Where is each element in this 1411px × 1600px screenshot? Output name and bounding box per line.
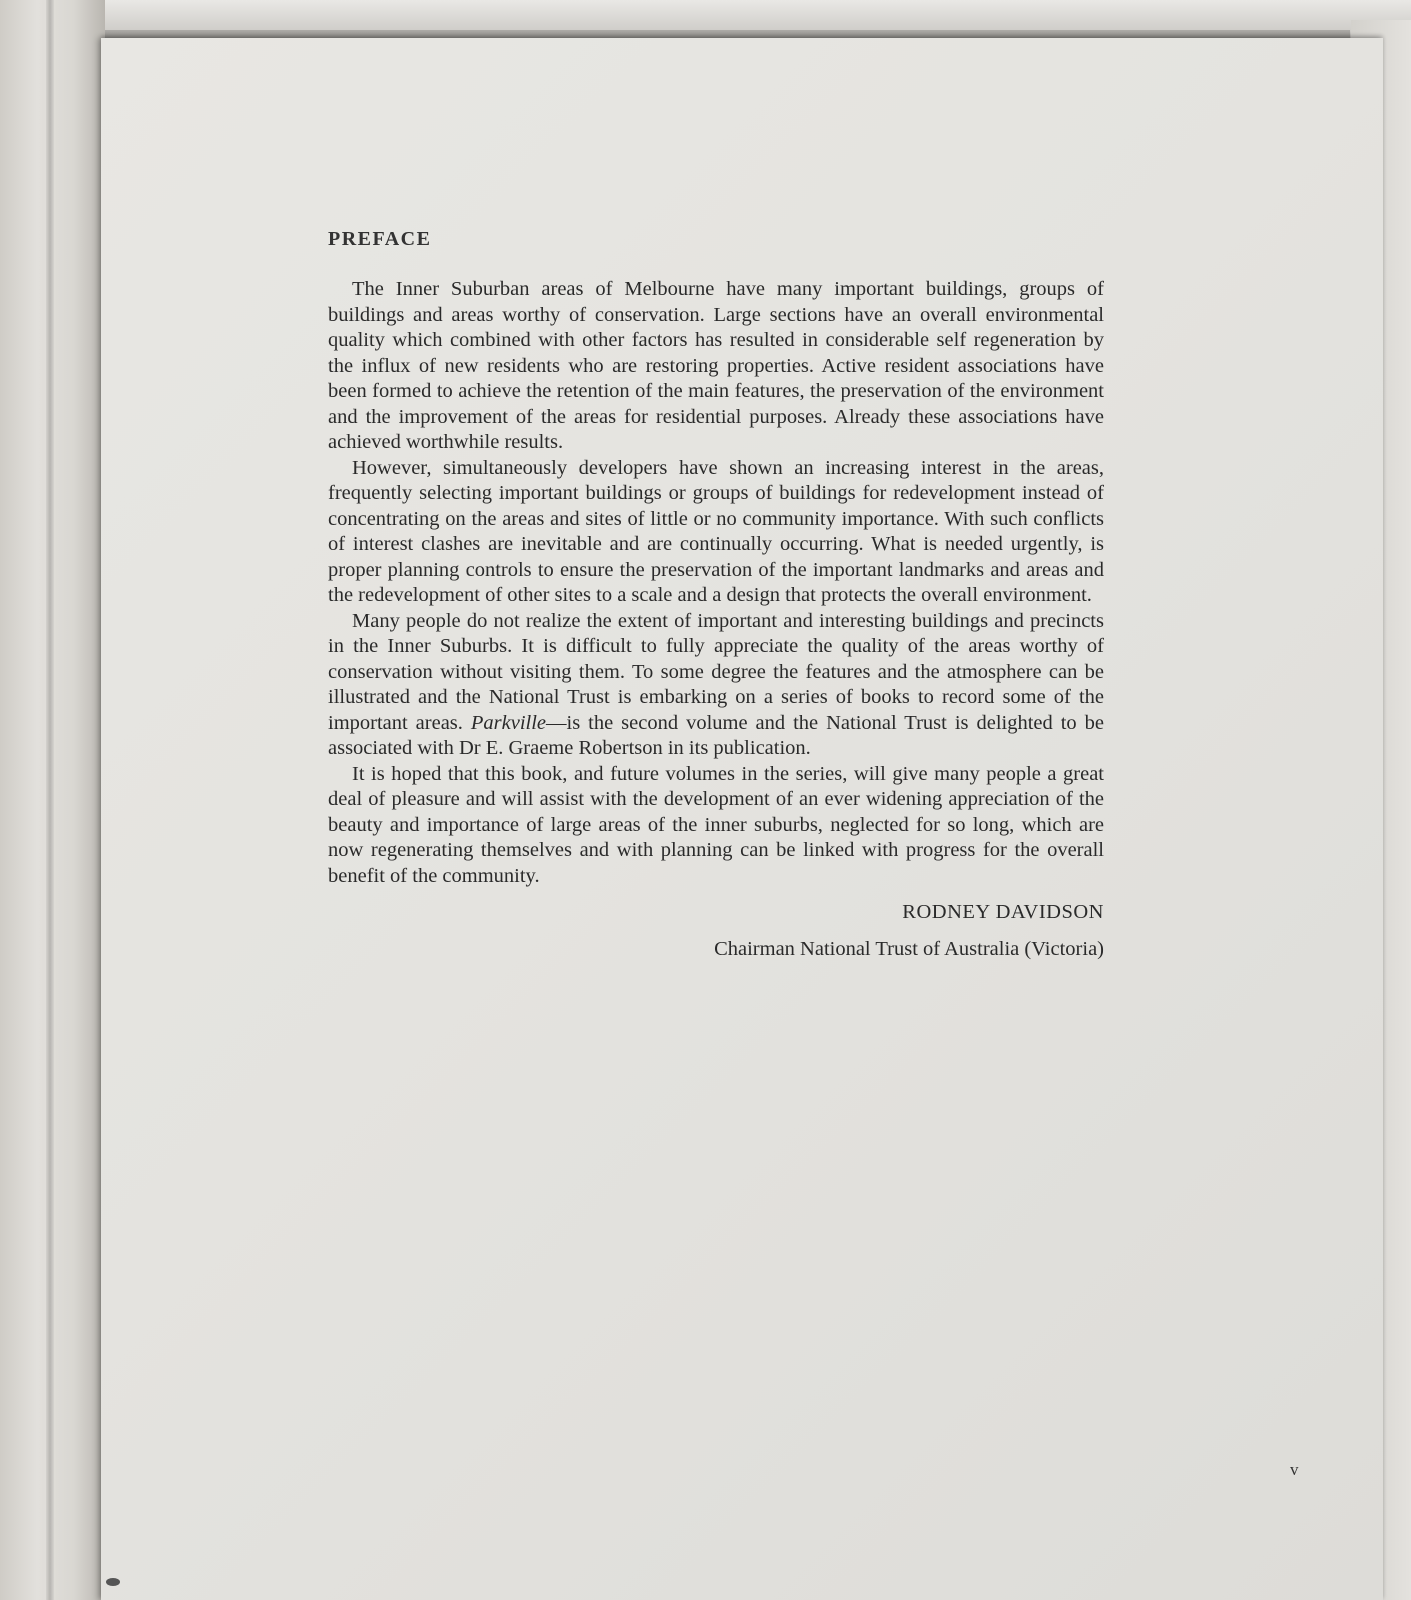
paragraph-3-text-before: Many people do not realize the extent of important and interesting buildings and precincts in the Inner Suburbs. It is difficult to fully appreciate the quality of the areas worthy of conservation without visiting them. To some degree the features and the atmosphere can be illustrated and the National Trust is embarking on a series of books to record some of the important areas. <box>328 609 1104 734</box>
signature-role: Chairman National Trust of Australia (Victoria) <box>714 938 1104 960</box>
page-title: PREFACE <box>328 228 432 250</box>
paragraph-3-text-after: —is the second volume and the National Trust is delighted to be associated with Dr E. Graeme Robertson in its publication. <box>328 711 1104 759</box>
page-number: v <box>1290 1460 1299 1479</box>
spine-gutter <box>46 0 54 1600</box>
signature-name: RODNEY DAVIDSON <box>902 901 1104 923</box>
preface-content <box>328 228 1104 961</box>
paragraph-4: It is hoped that this book, and future volumes in the series, will give many people a great deal of pleasure and will assist with the development of an ever widening appreciation of the beauty and importance of large areas of the inner suburbs, neglected for so long, which are now regenerating themselves and with planning can be linked with progress for the overall benefit of the community. <box>328 762 1104 887</box>
paragraph-2: However, simultaneously developers have shown an increasing interest in the areas, frequently selecting important buildings or groups of buildings for redevelopment instead of concentrating on the areas and sites of little or no community importance. With such conflicts of interest clashes are inevitable and are continually occurring. What is needed urgently, is proper planning controls to ensure the preservation of the important landmarks and areas and the redevelopment of other sites to a scale and a design that protects the overall environment. <box>328 456 1104 606</box>
paragraph-1: The Inner Suburban areas of Melbourne have many important buildings, groups of buildings and areas worthy of conservation. Large sections have an overall environmental quality which combined with other factors has resulted in considerable self regeneration by the influx of new residents who are restoring properties. Active resident associations have been formed to achieve the retention of the main features, the preservation of the environment and the improvement of the areas for residential purposes. Already these associations have achieved worthwhile results. <box>328 278 1104 453</box>
paragraph-3 <box>328 609 1104 762</box>
binding-mark <box>106 1578 120 1586</box>
book-title-italic: Parkville <box>470 711 547 734</box>
